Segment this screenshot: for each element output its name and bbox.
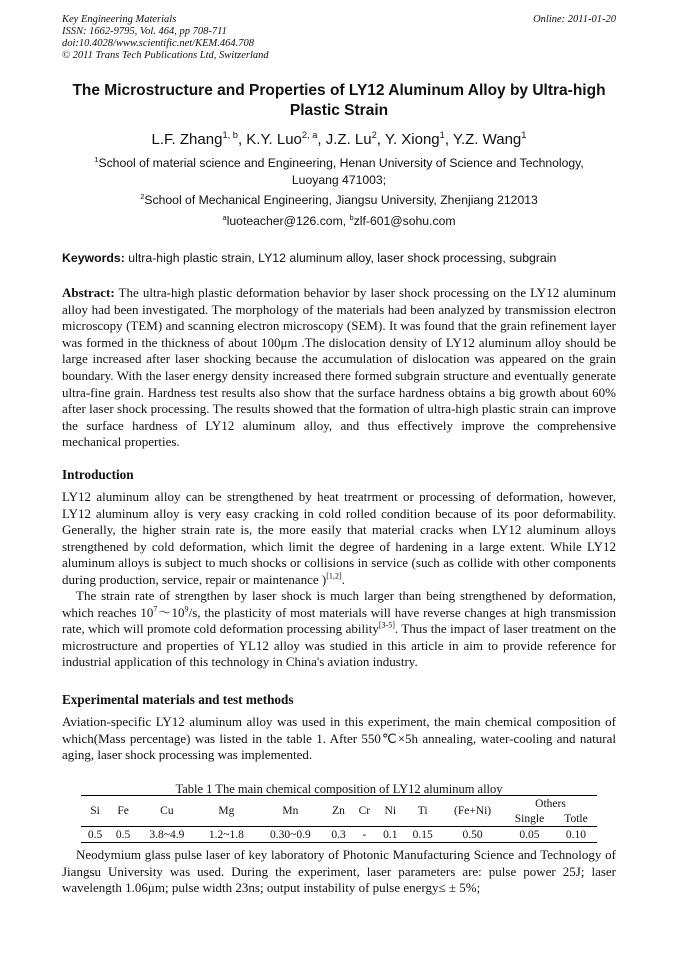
table-header-cell: (Fe+Ni) bbox=[441, 796, 504, 827]
intro-text: The strain rate of strengthen by laser shock is much larger than being strengthened by deformation, which reaches 10 bbox=[62, 588, 616, 620]
email-sup: a bbox=[222, 212, 227, 222]
affiliation-text: School of material science and Engineering, Henan University of Science and Technology, bbox=[98, 156, 584, 170]
intro-text: ～10 bbox=[157, 604, 185, 620]
affiliation-sup: 1 bbox=[94, 154, 99, 164]
table-header-cell: Mg bbox=[197, 796, 257, 827]
author-sep: , bbox=[317, 131, 326, 148]
author-list bbox=[62, 131, 616, 149]
table-row bbox=[81, 827, 597, 843]
author-sep: , bbox=[444, 131, 453, 148]
intro-text: /s, the plasticity of most materials will have reverse changes at high transmission rate, which will promote cold deformation processing ability bbox=[62, 604, 616, 637]
author-name: K.Y. Luo bbox=[246, 131, 302, 148]
table-cell: 0.10 bbox=[555, 827, 597, 843]
author-name: Y. Xiong bbox=[384, 131, 440, 148]
doi-line[interactable]: doi:10.4028/www.scientific.net/KEM.464.708 bbox=[62, 38, 254, 49]
table-cell: 3.8~4.9 bbox=[137, 827, 197, 843]
table-header-cell: Mn bbox=[256, 796, 324, 827]
citation[interactable]: [3-5] bbox=[378, 620, 395, 630]
experimental-paragraph-2: Neodymium glass pulse laser of key laboratory of Photonic Manufacturing Science and Technology of Jiangsu University was used. During the experiment, laser parameters are: pulse power 25J; laser wavelength 1.06μm; pulse width 23ns; output instability of pulse energy≤ ± 5%; bbox=[62, 847, 616, 896]
table-subheader-cell: Totle bbox=[564, 812, 588, 825]
affiliation-sup: 2 bbox=[140, 191, 145, 201]
copyright-line: © 2011 Trans Tech Publications Ltd, Switzerland bbox=[62, 50, 269, 61]
abstract-label: Abstract: bbox=[62, 285, 115, 300]
table-cell: 0.15 bbox=[404, 827, 441, 843]
table-caption: Table 1 The main chemical composition of LY12 aluminum alloy bbox=[175, 782, 503, 796]
affiliation-2 bbox=[62, 192, 616, 209]
table-cell: 0.5 bbox=[109, 827, 137, 843]
intro-paragraph-2 bbox=[62, 588, 616, 671]
table-cell: 0.50 bbox=[441, 827, 504, 843]
title-line-2: Plastic Strain bbox=[289, 102, 389, 119]
author-sup: 2, a bbox=[301, 130, 318, 140]
author-sep: , bbox=[237, 131, 247, 148]
email-link-a[interactable]: luoteacher@126.com, bbox=[226, 214, 350, 228]
table-header-cell: Cu bbox=[137, 796, 197, 827]
issn-line: ISSN: 1662-9795, Vol. 464, pp 708-711 bbox=[62, 26, 227, 37]
intro-paragraph-1 bbox=[62, 489, 616, 589]
title-line-1: The Microstructure and Properties of LY12 Aluminum Alloy by Ultra-high bbox=[72, 82, 606, 99]
abstract bbox=[62, 285, 616, 451]
email-line bbox=[62, 213, 616, 230]
exponent: 9 bbox=[184, 604, 189, 614]
author-sup: 2 bbox=[371, 130, 377, 140]
keywords-text: ultra-high plastic strain, LY12 aluminum alloy, laser shock processing, subgrain bbox=[124, 251, 557, 265]
author-name: Y.Z. Wang bbox=[452, 131, 522, 148]
journal-header bbox=[62, 14, 616, 62]
online-date: Online: 2011-01-20 bbox=[533, 14, 616, 25]
table-header-others: Others bbox=[504, 796, 597, 812]
table-cell: 0.5 bbox=[81, 827, 109, 843]
email-link-b[interactable]: zlf-601@sohu.com bbox=[353, 214, 456, 228]
email-sup: b bbox=[349, 212, 354, 222]
table-cell: 0.30~0.9 bbox=[256, 827, 324, 843]
affiliation-1 bbox=[62, 155, 616, 189]
table-cell: 1.2~1.8 bbox=[197, 827, 257, 843]
author-name: J.Z. Lu bbox=[325, 131, 372, 148]
citation[interactable]: [1,2] bbox=[326, 571, 342, 581]
author bbox=[152, 131, 247, 148]
author-name: L.F. Zhang bbox=[151, 131, 223, 148]
abstract-text: The ultra-high plastic deformation behavior by laser shock processing on the LY12 aluminum alloy had been investigated. The morphology of the materials had been analyzed by transmission electron microscopy (TEM) and scanning electron microscopy (SEM). It was found that the grain refinement layer was formed in the thickness of about 100μm .The dislocation density of LY12 aluminum alloy should be large increased after laser shocking because the accumulation of dislocation was appeared on the grain boundary. With the laser energy density increased there formed subgrain structure and eventually generate ultra-fine grain. Hardness test results also show that the surface hardness obtains a big growth about 60% after laser shock processing. The results showed that the formation of ultra-high plastic strain can improve the surface hardness of LY12 aluminum alloy, and thus effectively improve the comprehensive mechanical properties. bbox=[62, 285, 616, 450]
table-cell: 0.05 bbox=[504, 827, 555, 843]
keywords-label: Keywords: bbox=[62, 251, 125, 265]
intro-text: . Thus the impact of laser treatment on the microstructure and properties of YL12 alloy was studied in this article in aim to provide reference for industrial application of this technology in China's aviation industry. bbox=[62, 621, 616, 670]
table-header-cell: Ni bbox=[376, 796, 404, 827]
table-header-cell: Ti bbox=[404, 796, 441, 827]
table-subheader-cell: Single bbox=[514, 812, 545, 825]
author-sup: 1 bbox=[439, 130, 445, 140]
journal-name: Key Engineering Materials bbox=[62, 14, 177, 25]
section-heading-experimental: Experimental materials and test methods bbox=[62, 692, 294, 707]
keywords bbox=[62, 250, 616, 266]
affiliation-text: School of Mechanical Engineering, Jiangsu University, Zhenjiang 212013 bbox=[144, 193, 538, 207]
affiliation-text: Luoyang 471003; bbox=[291, 173, 387, 187]
table-cell: 0.3 bbox=[325, 827, 353, 843]
author bbox=[385, 131, 453, 148]
intro-text: LY12 aluminum alloy can be strengthened by heat treatrment or processing of deformation, however, LY12 aluminum alloy is very easy cracking in cold rolled condition because of its poor deformability. Generally, the higher strain rate is, the more easily that material cracks when LY12 aluminum alloys strengthened by cold deformation, which limit the degree of hardening in a large extent. While LY12 aluminum alloys is subject to much shocks or collisions in service (such as collide with other components during production, service, repair or maintenance ) bbox=[62, 489, 616, 587]
author bbox=[246, 131, 325, 148]
table-header-cell: Si bbox=[81, 796, 109, 827]
author-sup: 1, b bbox=[222, 130, 238, 140]
author bbox=[326, 131, 385, 148]
table-header-cell: Fe bbox=[109, 796, 137, 827]
composition-table bbox=[81, 795, 597, 843]
experimental-paragraph-1: Aviation-specific LY12 aluminum alloy was used in this experiment, the main chemical composition of which(Mass percentage) was listed in the table 1. After 550℃×5h annealing, water-cooling and natural aging, laser shock processing was implemented. bbox=[62, 714, 616, 763]
author-sup: 1 bbox=[521, 130, 527, 140]
table-header-cell: Cr bbox=[353, 796, 377, 827]
author-sep: , bbox=[376, 131, 385, 148]
author bbox=[453, 131, 527, 148]
exponent: 7 bbox=[153, 604, 158, 614]
section-heading-introduction: Introduction bbox=[62, 467, 134, 482]
paper-title bbox=[62, 81, 616, 121]
table-header-cell: Zn bbox=[325, 796, 353, 827]
table-cell: 0.1 bbox=[376, 827, 404, 843]
intro-text: . bbox=[341, 571, 345, 587]
table-cell: - bbox=[353, 827, 377, 843]
